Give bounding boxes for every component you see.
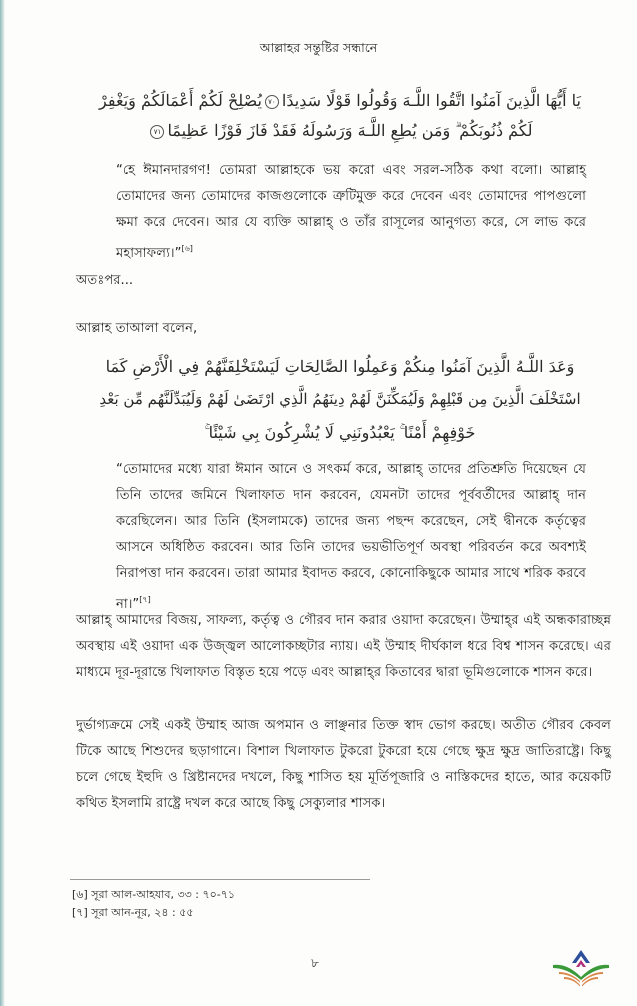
footnote-ref-6[interactable]: [৬] <box>181 244 193 253</box>
verse-2-line-2: اسْتَخْلَفَ الَّذِينَ مِن قَبْلِهِمْ وَلَيُمَكِّنَنَّ لَهُمْ دِينَهُمُ الَّذِي ارْتَضَىٰ لَهُمْ وَلَيُبَدِّلَنَّهُم مِّن بَعْدِ <box>99 390 581 408</box>
footnote-6: [৬] সূরা আল-আহযাব, ৩৩ : ৭০-৭১ <box>72 888 236 901</box>
translation-1-text: “হে ঈমানদারগণ! তোমরা আল্লাহকে ভয় করো এবং সরল-সঠিক কথা বলো। আল্লাহ্ তোমাদের জন্য তোমাদের কাজগুলোকে ত্রুটিমুক্ত করে দেবেন এবং তোমাদের পাপগুলো ক্ষমা করে দেবেন। আর যে ব্যক্তি আল্লাহ্ ও তাঁর রাসূলের আনুগত্য করে, সে লাভ করে মহাসাফল্য।” <box>116 163 586 261</box>
footnote-divider <box>70 879 370 880</box>
quran-verse-1 <box>60 86 620 146</box>
quran-verse-2 <box>70 350 610 449</box>
footnotes <box>72 886 235 922</box>
footnote-7: [৭] সূরা আন-নূর, ২৪ : ৫৫ <box>72 906 194 919</box>
verse-2-line-3: خَوْفِهِمْ أَمْنًا ۚ يَعْبُدُونَنِي لَا يُشْرِكُونَ بِي شَيْئًا ۚ <box>204 423 476 442</box>
page-number: ৮ <box>311 956 319 970</box>
transition-text: অতঃপর... <box>76 273 134 288</box>
ayah-marker-70: ٧٠ <box>265 95 279 109</box>
verse-1-line-1b: يُصْلِحْ لَكُمْ أَعْمَالَكُمْ وَيَغْفِرْ <box>99 91 262 110</box>
logo-orange-page-right-2 <box>582 977 598 987</box>
running-head: আল্লাহর সন্তুষ্টির সন্ধানে <box>259 40 378 55</box>
verse-1-line-1 <box>60 86 620 116</box>
body-paragraph-2: দুর্ভাগ্যক্রমে সেই একই উম্মাহ আজ অপমান ও লাঞ্ছনার তিক্ত স্বাদ ভোগ করছে। অতীত গৌরব কেবল টিকে আছে শিশুদের ছড়াগানে। বিশাল খিলাফাত টুকরো টুকরো হয়ে গেছে ক্ষুদ্র ক্ষুদ্র জাতিরাষ্ট্রে। কিছু চলে গেছে ইহুদি ও খ্রিষ্টানদের দখলে, কিছু শাসিত হয় মূর্তিপূজারি ও নাস্তিকদের হাতে, আর কয়েকটি কথিত ইসলামি রাষ্ট্রে দখল করে আছে কিছু সেক্যুলার শাসক। <box>76 718 611 811</box>
translation-2-text: “তোমাদের মধ্যে যারা ঈমান আনে ও সৎকর্ম করে, আল্লাহ্ তাদের প্রতিশ্রুতি দিয়েছেন যে তিনি তাদের জমিনে খিলাফাত দান করবেন, যেমনটা তাদের পূর্ববর্তীদের আল্লাহ্ দান করেছিলেন। আর তিনি (ইসলামকে) তাদের জন্য পছন্দ করেছেন, সেই দ্বীনকে কর্তৃত্বের আসনে অধিষ্ঠিত করবেন। আর তিনি তাদের ভয়ভীতিপূর্ণ অবস্থা পরিবর্তন করে অবশ্যই নিরাপত্তা দান করবেন। তারা আমার ইবাদত করবে, কোনোকিছুকে আমার সাথে শরিক করবে না।” <box>116 462 586 612</box>
footnote-ref-7[interactable]: [৭] <box>139 595 151 604</box>
book-spine-edge <box>0 0 5 1006</box>
translation-1 <box>116 158 586 267</box>
logo-orange-page-left-2 <box>564 977 580 987</box>
translation-2 <box>116 457 586 618</box>
verse-2-line-1: وَعَدَ اللَّـهُ الَّذِينَ آمَنُوا مِنكُمْ وَعَمِلُوا الصَّالِحَاتِ لَيَسْتَخْلِفَنَّهُمْ فِي الْأَرْضِ كَمَا <box>105 357 575 376</box>
ayah-marker-71: ٧١ <box>150 125 164 139</box>
body-paragraph-1: আল্লাহ্ আমাদের বিজয়, সাফল্য, কর্তৃত্ব ও গৌরব দান করার ওয়াদা করেছেন। উম্মাহ্‌র এই অন্ধকারাচ্ছন্ন অবস্থায় এই ওয়াদা এক উজ্জ্বল আলোকচ্ছটার ন্যায়। এই উম্মাহ দীর্ঘকাল ধরে বিশ্ব শাসন করেছে। এর মাধ্যমে দূর-দূরান্তে খিলাফাত বিস্তৃত হয়ে পড়ে এবং আল্লাহ্‌র কিতাবের দ্বারা ভূমিগুলোকে শাসন করে। <box>76 613 611 680</box>
publisher-logo-icon <box>551 947 611 989</box>
logo-magenta-chevron <box>576 960 586 967</box>
verse-1-line-2-text: لَكُمْ ذُنُوبَكُمْ ۗ وَمَن يُطِعِ اللَّـهَ وَرَسُولَهُ فَقَدْ فَازَ فَوْزًا عَظِيمًا <box>167 121 533 140</box>
verse-1-line-1a: يَا أَيُّهَا الَّذِينَ آمَنُوا اتَّقُوا اللَّـهَ وَقُولُوا قَوْلًا سَدِيدًا <box>281 91 581 110</box>
verse-1-line-2 <box>60 116 620 146</box>
intro-text: আল্লাহ তাআলা বলেন, <box>76 321 198 336</box>
